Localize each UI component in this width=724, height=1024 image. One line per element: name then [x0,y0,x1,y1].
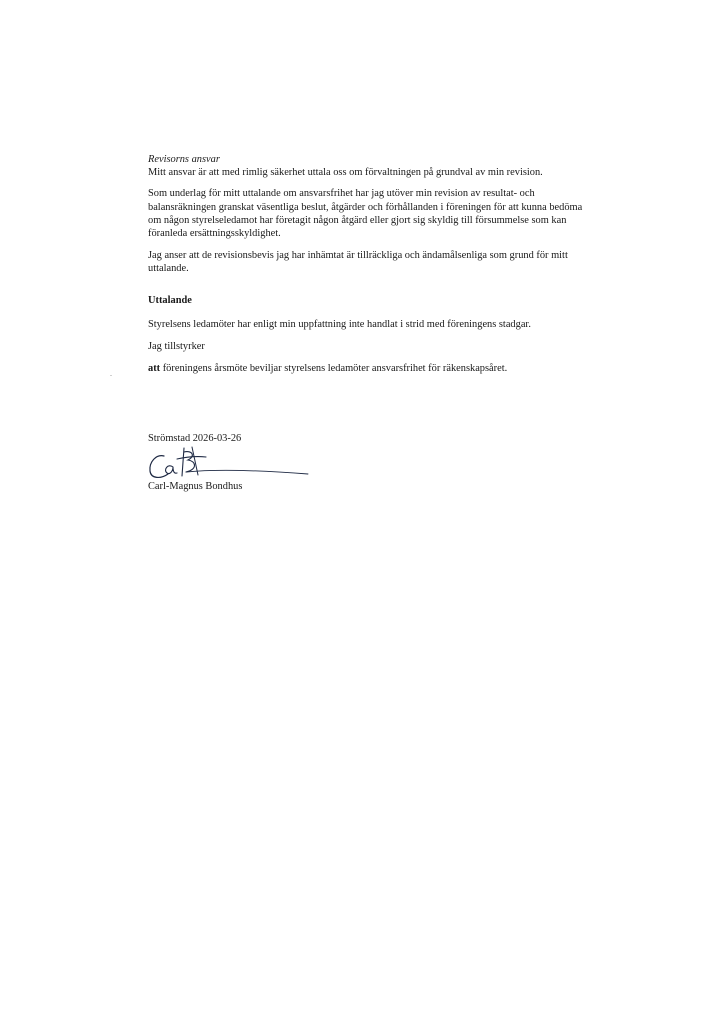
signature-block [148,432,348,492]
handwritten-signature [146,442,311,482]
statement-paragraph-1: Styrelsens ledamöter har enligt min uppfattning inte handlat i strid med föreningens stadgar. [148,318,531,330]
revisor-paragraph-2: Som underlag för mitt uttalande om ansvarsfrihet har jag utöver min revision av resultat- och balansräkningen granskat väsentliga beslut, åtgärder och förhållanden i föreningen för att kunna bedöma om någon styrelseledamot har företagit någon åtgärd eller gjort sig skyldig till försummelse som kan föranleda ersättningsskyldighet. [148,188,583,240]
revisor-paragraph-3: Jag anser att de revisionsbevis jag har inhämtat är tillräckliga och ändamålsenliga som grund för mitt uttalande. [148,250,568,275]
statement-paragraph-2: Jag tillstyrker [148,341,205,353]
signature-name: Carl-Magnus Bondhus [148,481,243,492]
document-body [148,153,588,383]
section-heading-statement: Uttalande [148,294,192,306]
statement-paragraph-3-text: föreningens årsmöte beviljar styrelsens ledamöter ansvarsfrihet för räkenskapsåret. [160,363,508,375]
statement-att-keyword: att [148,363,161,375]
revisor-paragraph-1: Mitt ansvar är att med rimlig säkerhet uttala oss om förvaltningen på grundval av min revision. [148,167,543,179]
signature-place-date: Strömstad 2026-03-26 [148,433,242,444]
statement-paragraph-3 [148,362,588,375]
section-heading-revisor: Revisorns ansvar [148,154,220,165]
scan-speck [110,375,112,376]
